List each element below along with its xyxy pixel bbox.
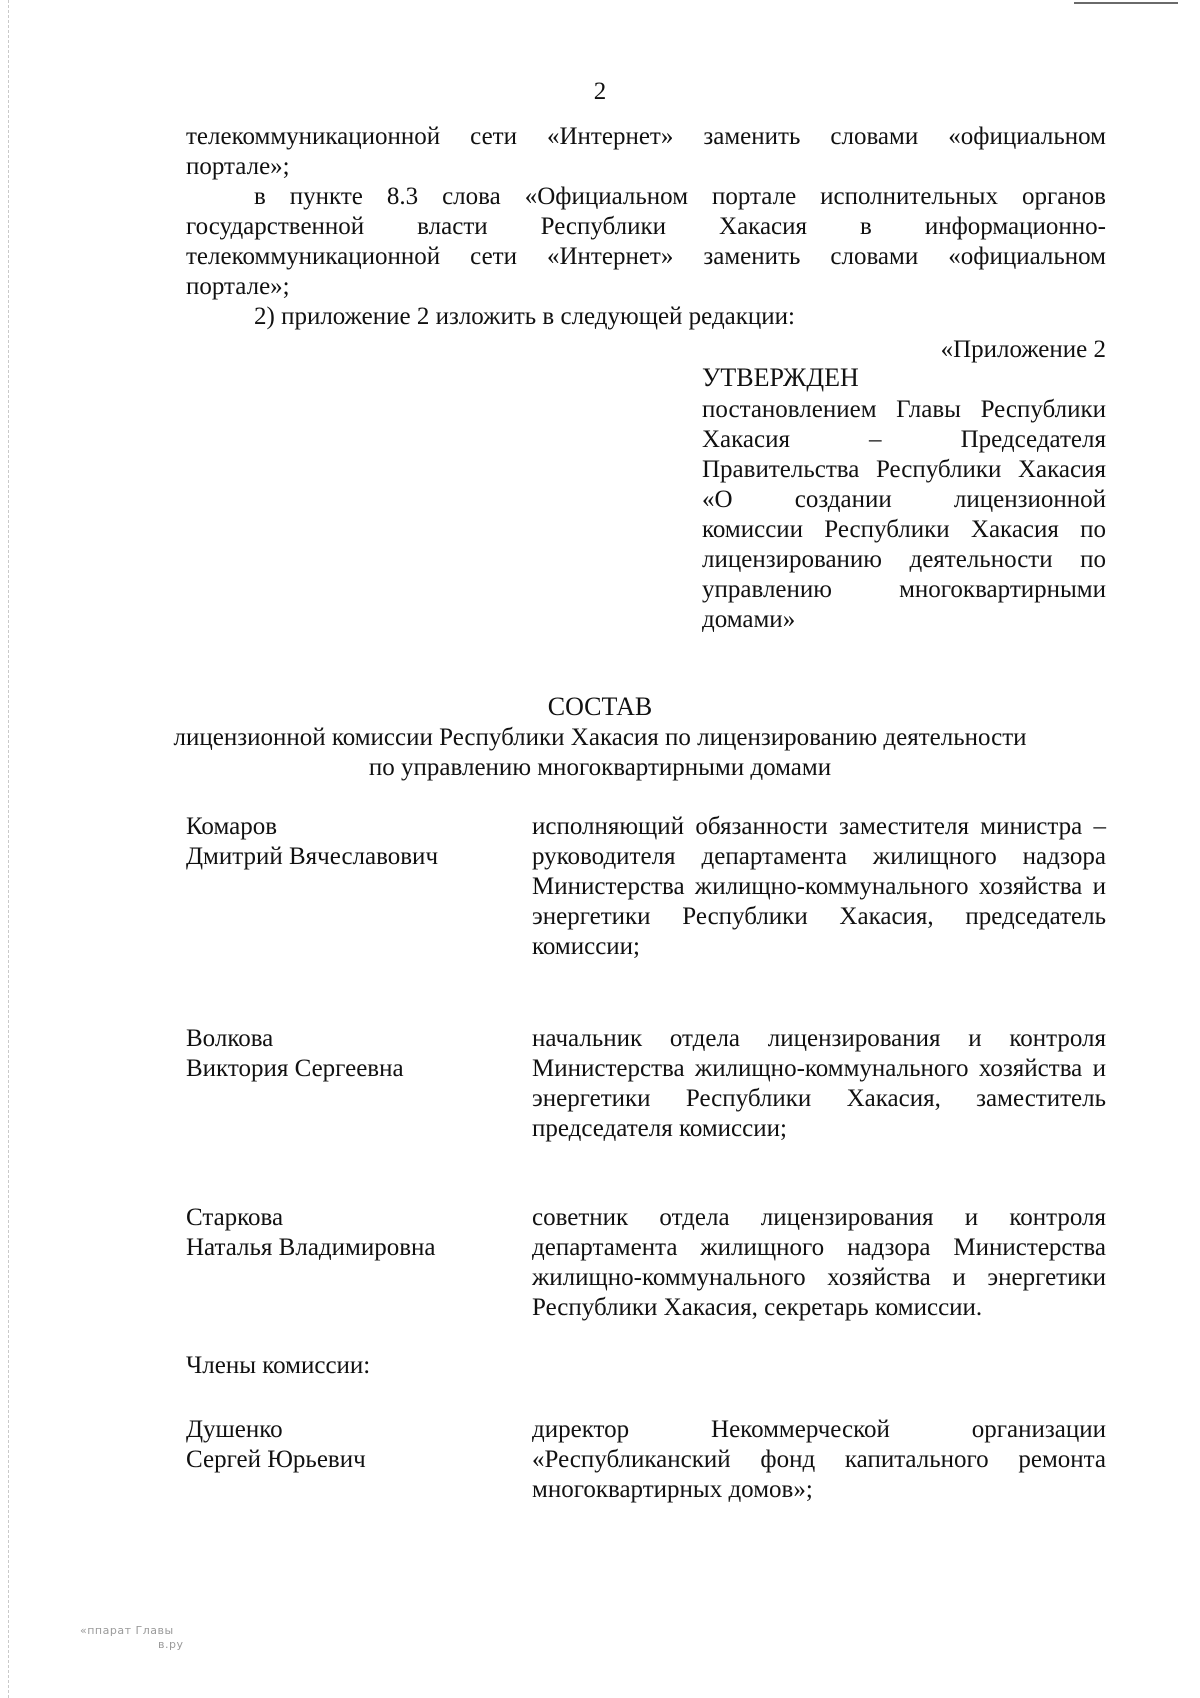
approved-title: УТВЕРЖДЕН: [702, 363, 859, 392]
stamp-line: в.ру: [158, 1638, 184, 1651]
item-8-3-paragraph: [186, 182, 1106, 302]
paragraph-line: портале»;: [186, 273, 290, 300]
continuation-paragraph: [186, 122, 1106, 182]
member-surname: Комаров: [186, 813, 278, 840]
item-2-paragraph: 2) приложение 2 изложить в следующей редакции:: [254, 303, 795, 330]
subtitle-line: лицензионной комиссии Республики Хакасия по лицензированию деятельности: [173, 724, 1027, 751]
scan-top-mark: [1074, 2, 1178, 4]
page-number: 2: [593, 78, 607, 105]
member-given-names: Сергей Юрьевич: [186, 1446, 366, 1473]
paragraph-line: в пункте 8.3 слова «Официальном портале исполнительных органов: [254, 183, 1106, 210]
composition-title: СОСТАВ: [547, 692, 653, 721]
approval-line: управлению многоквартирными: [702, 576, 1106, 603]
paragraph-line: телекоммуникационной сети «Интернет» заменить словами «официальном: [186, 243, 1106, 270]
approval-line: постановлением Главы Республики: [702, 396, 1106, 423]
member-name: [186, 1203, 506, 1263]
member-surname: Волкова: [186, 1025, 274, 1052]
member-given-names: Наталья Владимировна: [186, 1234, 436, 1261]
member-name: [186, 1024, 506, 1084]
paragraph-line: портале»;: [186, 153, 290, 180]
approval-line: комиссии Республики Хакасия по: [702, 516, 1106, 543]
scan-left-edge: [8, 0, 9, 1698]
composition-subtitle: [0, 723, 1200, 783]
member-surname: Старкова: [186, 1204, 284, 1231]
member-role: исполняющий обязанности заместителя министра – руководителя департамента жилищного надзора Министерства жилищно-коммунального хозяйства и энергетики Республики Хакасия, председатель комиссии;: [532, 813, 1106, 960]
approval-line: Правительства Республики Хакасия: [702, 456, 1106, 483]
appendix-label: «Приложение 2: [940, 336, 1106, 363]
member-given-names: Дмитрий Вячеславович: [186, 843, 439, 870]
approval-block: [702, 363, 1106, 635]
approval-line: домами»: [702, 606, 796, 633]
approval-line: лицензированию деятельности по: [702, 546, 1106, 573]
member-role: директор Некоммерческой организации «Республиканский фонд капитального ремонта многоквартирных домов»;: [532, 1416, 1106, 1503]
paragraph-line: государственной власти Республики Хакасия в информационно-: [186, 213, 1106, 240]
office-stamp: [80, 1624, 183, 1652]
member-surname: Душенко: [186, 1416, 283, 1443]
stamp-line: «ппарат Главы: [80, 1624, 174, 1637]
member-name: [186, 812, 506, 872]
member-given-names: Виктория Сергеевна: [186, 1055, 404, 1082]
subtitle-line: по управлению многоквартирными домами: [368, 754, 832, 781]
members-heading: Члены комиссии:: [186, 1352, 371, 1379]
approval-line: «О создании лицензионной: [702, 486, 1106, 513]
paragraph-line: телекоммуникационной сети «Интернет» заменить словами «официальном: [186, 123, 1106, 150]
member-role: начальник отдела лицензирования и контроля Министерства жилищно-коммунального хозяйства и энергетики Республики Хакасия, заместитель председателя комиссии;: [532, 1025, 1106, 1142]
member-name: [186, 1415, 506, 1475]
approval-line: Хакасия – Председателя: [702, 426, 1106, 453]
member-role: советник отдела лицензирования и контроля департамента жилищного надзора Министерства жилищно-коммунального хозяйства и энергетики Республики Хакасия, секретарь комиссии.: [532, 1204, 1106, 1321]
